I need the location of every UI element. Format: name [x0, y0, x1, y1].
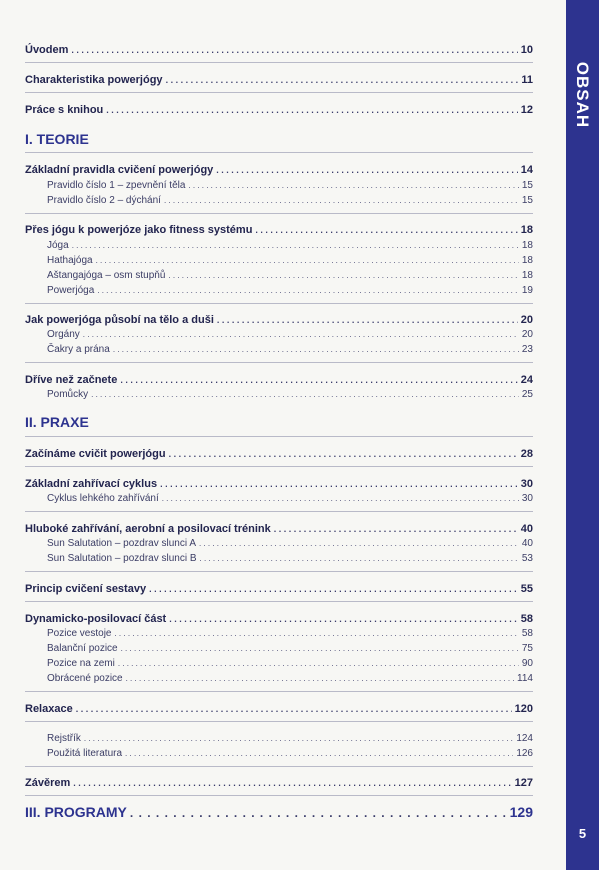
dot-leader — [162, 493, 519, 504]
dot-leader — [164, 195, 519, 206]
toc-entry-label: Závěrem — [25, 777, 71, 789]
toc-entry-yoga-system[interactable] — [25, 224, 533, 236]
toc-subentry[interactable] — [47, 643, 533, 654]
toc-entry-label: Princip cvičení sestavy — [25, 583, 147, 595]
toc-subentry[interactable] — [47, 344, 533, 355]
toc-subentry-label: Powerjóga — [47, 285, 95, 296]
toc-subentry-label: Rejstřík — [47, 733, 81, 744]
toc-subentry-label: Použitá literatura — [47, 748, 123, 759]
dot-leader — [169, 613, 518, 625]
toc-entry-label: Jak powerjóga působí na tělo a duši — [25, 314, 214, 326]
toc-subentry-page: 20 — [521, 329, 533, 340]
toc-subentry[interactable] — [47, 628, 533, 639]
toc-subentry[interactable] — [47, 329, 533, 340]
toc-entry-label: Přes jógu k powerjóze jako fitness systému — [25, 224, 253, 236]
divider — [25, 766, 533, 767]
dot-leader — [91, 389, 519, 400]
toc-subentry-label: Pravidlo číslo 1 – zpevnění těla — [47, 180, 186, 191]
toc-entry-label: Základní zahřívací cyklus — [25, 478, 158, 490]
sidebar-title-text: OBSAH — [573, 61, 593, 129]
dot-leader — [169, 448, 518, 460]
toc-subentry-index[interactable] — [47, 733, 533, 744]
toc-entry-label: Práce s knihou — [25, 104, 104, 116]
toc-entry-label: Charakteristika powerjógy — [25, 74, 163, 86]
toc-subentry-label: Orgány — [47, 329, 80, 340]
toc-subentry-label: Pravidlo číslo 2 – dýchání — [47, 195, 161, 206]
toc-subentry[interactable] — [47, 240, 533, 251]
toc-entry-label: Začínáme cvičit powerjógu — [25, 448, 166, 460]
dot-leader — [255, 224, 517, 236]
toc-entry-page: 20 — [520, 314, 533, 326]
toc-subentry-label: Balanční pozice — [47, 643, 118, 654]
toc-subentry[interactable] — [47, 538, 533, 549]
divider — [25, 571, 533, 572]
divider — [25, 303, 533, 304]
toc-subentry-page: 15 — [521, 180, 533, 191]
sidebar-title — [566, 50, 599, 140]
dot-leader — [113, 344, 519, 355]
toc-subentry-page: 75 — [521, 643, 533, 654]
toc-subentry[interactable] — [47, 553, 533, 564]
toc-subentry-label: Hathajóga — [47, 255, 93, 266]
dot-leader — [120, 374, 517, 386]
dot-leader — [160, 478, 518, 490]
toc-subentry[interactable] — [47, 673, 533, 684]
toc-entry-principle[interactable] — [25, 583, 533, 595]
toc-entry-working[interactable] — [25, 104, 533, 116]
dot-leader — [84, 733, 513, 744]
toc-entry-intro[interactable] — [25, 44, 533, 56]
dot-leader — [166, 74, 519, 86]
toc-subentry[interactable] — [47, 285, 533, 296]
toc-subentry-label: Sun Salutation – pozdrav slunci A — [47, 538, 196, 549]
toc-entry-page: 24 — [520, 374, 533, 386]
toc-subentry-page: 15 — [521, 195, 533, 206]
toc-subentry-page: 90 — [521, 658, 533, 669]
dot-leader — [149, 583, 518, 595]
toc-entry-page: 127 — [514, 777, 533, 789]
section-heading-practice: II. PRAXE — [25, 414, 89, 430]
toc-subentry-page: 30 — [521, 493, 533, 504]
divider — [25, 691, 533, 692]
toc-entry-page: 12 — [520, 104, 533, 116]
toc-subentry[interactable] — [47, 493, 533, 504]
dot-leader — [114, 628, 518, 639]
toc-entry-deep-warmup[interactable] — [25, 523, 533, 535]
toc-entry-effect[interactable] — [25, 314, 533, 326]
toc-entry-page: 28 — [520, 448, 533, 460]
toc-subentry[interactable] — [47, 658, 533, 669]
divider — [25, 62, 533, 63]
toc-entry-page: 55 — [520, 583, 533, 595]
toc-subentry-label: Jóga — [47, 240, 69, 251]
toc-subentry-page: 18 — [521, 240, 533, 251]
toc-entry-label: Relaxace — [25, 703, 73, 715]
dot-leader — [216, 164, 517, 176]
toc-entry-page: 129 — [509, 804, 533, 820]
toc-entry-page: 58 — [520, 613, 533, 625]
toc-entry-rules[interactable] — [25, 164, 533, 176]
divider — [25, 511, 533, 512]
toc-entry-label: Úvodem — [25, 44, 69, 56]
toc-entry-relax[interactable] — [25, 703, 533, 715]
toc-subentry-label: Sun Salutation – pozdrav slunci B — [47, 553, 197, 564]
divider — [25, 466, 533, 467]
toc-subentry-page: 23 — [521, 344, 533, 355]
toc-entry-characteristics[interactable] — [25, 74, 533, 86]
toc-entry-before[interactable] — [25, 374, 533, 386]
toc-entry-label: Hluboké zahřívání, aerobní a posilovací trénink — [25, 523, 271, 535]
divider — [25, 601, 533, 602]
toc-entry-label: III. PROGRAMY — [25, 804, 127, 820]
dot-leader — [72, 240, 519, 251]
dot-leader — [96, 255, 519, 266]
toc-entry-programs[interactable] — [25, 804, 533, 820]
toc-entry-start[interactable] — [25, 448, 533, 460]
divider — [25, 213, 533, 214]
dot-leader — [188, 180, 518, 191]
toc-subentry-literature[interactable] — [47, 748, 533, 759]
toc-subentry-page: 19 — [521, 285, 533, 296]
toc-subentry-label: Aštangajóga – osm stupňů — [47, 270, 166, 281]
toc-subentry-page: 18 — [521, 270, 533, 281]
toc-entry-page: 120 — [514, 703, 533, 715]
dot-leader — [71, 44, 517, 56]
dot-leader — [126, 673, 514, 684]
dot-leader — [199, 538, 519, 549]
dot-leader — [118, 658, 519, 669]
dot-leader — [130, 804, 507, 820]
toc-entry-closing[interactable] — [25, 777, 533, 789]
dot-leader — [200, 553, 519, 564]
toc-entry-dynamic[interactable] — [25, 613, 533, 625]
toc-entry-page: 30 — [520, 478, 533, 490]
toc-subentry[interactable] — [47, 195, 533, 206]
toc-subentry-page: 124 — [516, 733, 533, 744]
toc-subentry-label: Pozice na zemi — [47, 658, 115, 669]
table-of-contents — [25, 0, 533, 870]
toc-entry-page: 10 — [520, 44, 533, 56]
dot-leader — [97, 285, 519, 296]
toc-entry-label: Dříve než začnete — [25, 374, 118, 386]
section-heading-theory: I. TEORIE — [25, 131, 89, 147]
toc-subentry[interactable] — [47, 255, 533, 266]
divider — [25, 795, 533, 796]
toc-entry-page: 14 — [520, 164, 533, 176]
dot-leader — [121, 643, 519, 654]
divider — [25, 362, 533, 363]
dot-leader — [125, 748, 513, 759]
divider — [25, 436, 533, 437]
toc-entry-label: Základní pravidla cvičení powerjógy — [25, 164, 214, 176]
toc-subentry-label: Pozice vestoje — [47, 628, 112, 639]
toc-entry-warmup[interactable] — [25, 478, 533, 490]
toc-subentry-label: Pomůcky — [47, 389, 89, 400]
dot-leader — [274, 523, 518, 535]
toc-subentry-page: 114 — [517, 673, 533, 684]
toc-subentry-label: Cyklus lehkého zahřívání — [47, 493, 159, 504]
page-number: 5 — [578, 826, 587, 841]
toc-subentry-page: 25 — [521, 389, 533, 400]
divider — [25, 721, 533, 722]
dot-leader — [168, 270, 518, 281]
dot-leader — [83, 329, 519, 340]
dot-leader — [73, 777, 511, 789]
toc-subentry-page: 126 — [516, 748, 533, 759]
toc-subentry[interactable] — [47, 270, 533, 281]
toc-entry-page: 40 — [520, 523, 533, 535]
dot-leader — [76, 703, 512, 715]
toc-subentry-label: Čakry a prána — [47, 344, 110, 355]
toc-subentry-label: Obrácené pozice — [47, 673, 123, 684]
toc-entry-page: 11 — [521, 74, 533, 86]
toc-subentry-page: 40 — [521, 538, 533, 549]
toc-subentry-page: 53 — [521, 553, 533, 564]
divider — [25, 152, 533, 153]
dot-leader — [217, 314, 518, 326]
toc-entry-label: Dynamicko-posilovací část — [25, 613, 167, 625]
divider — [25, 92, 533, 93]
toc-subentry-page: 58 — [521, 628, 533, 639]
toc-subentry-page: 18 — [521, 255, 533, 266]
toc-entry-page: 18 — [520, 224, 533, 236]
toc-subentry[interactable] — [47, 180, 533, 191]
dot-leader — [106, 104, 517, 116]
toc-subentry[interactable] — [47, 389, 533, 400]
